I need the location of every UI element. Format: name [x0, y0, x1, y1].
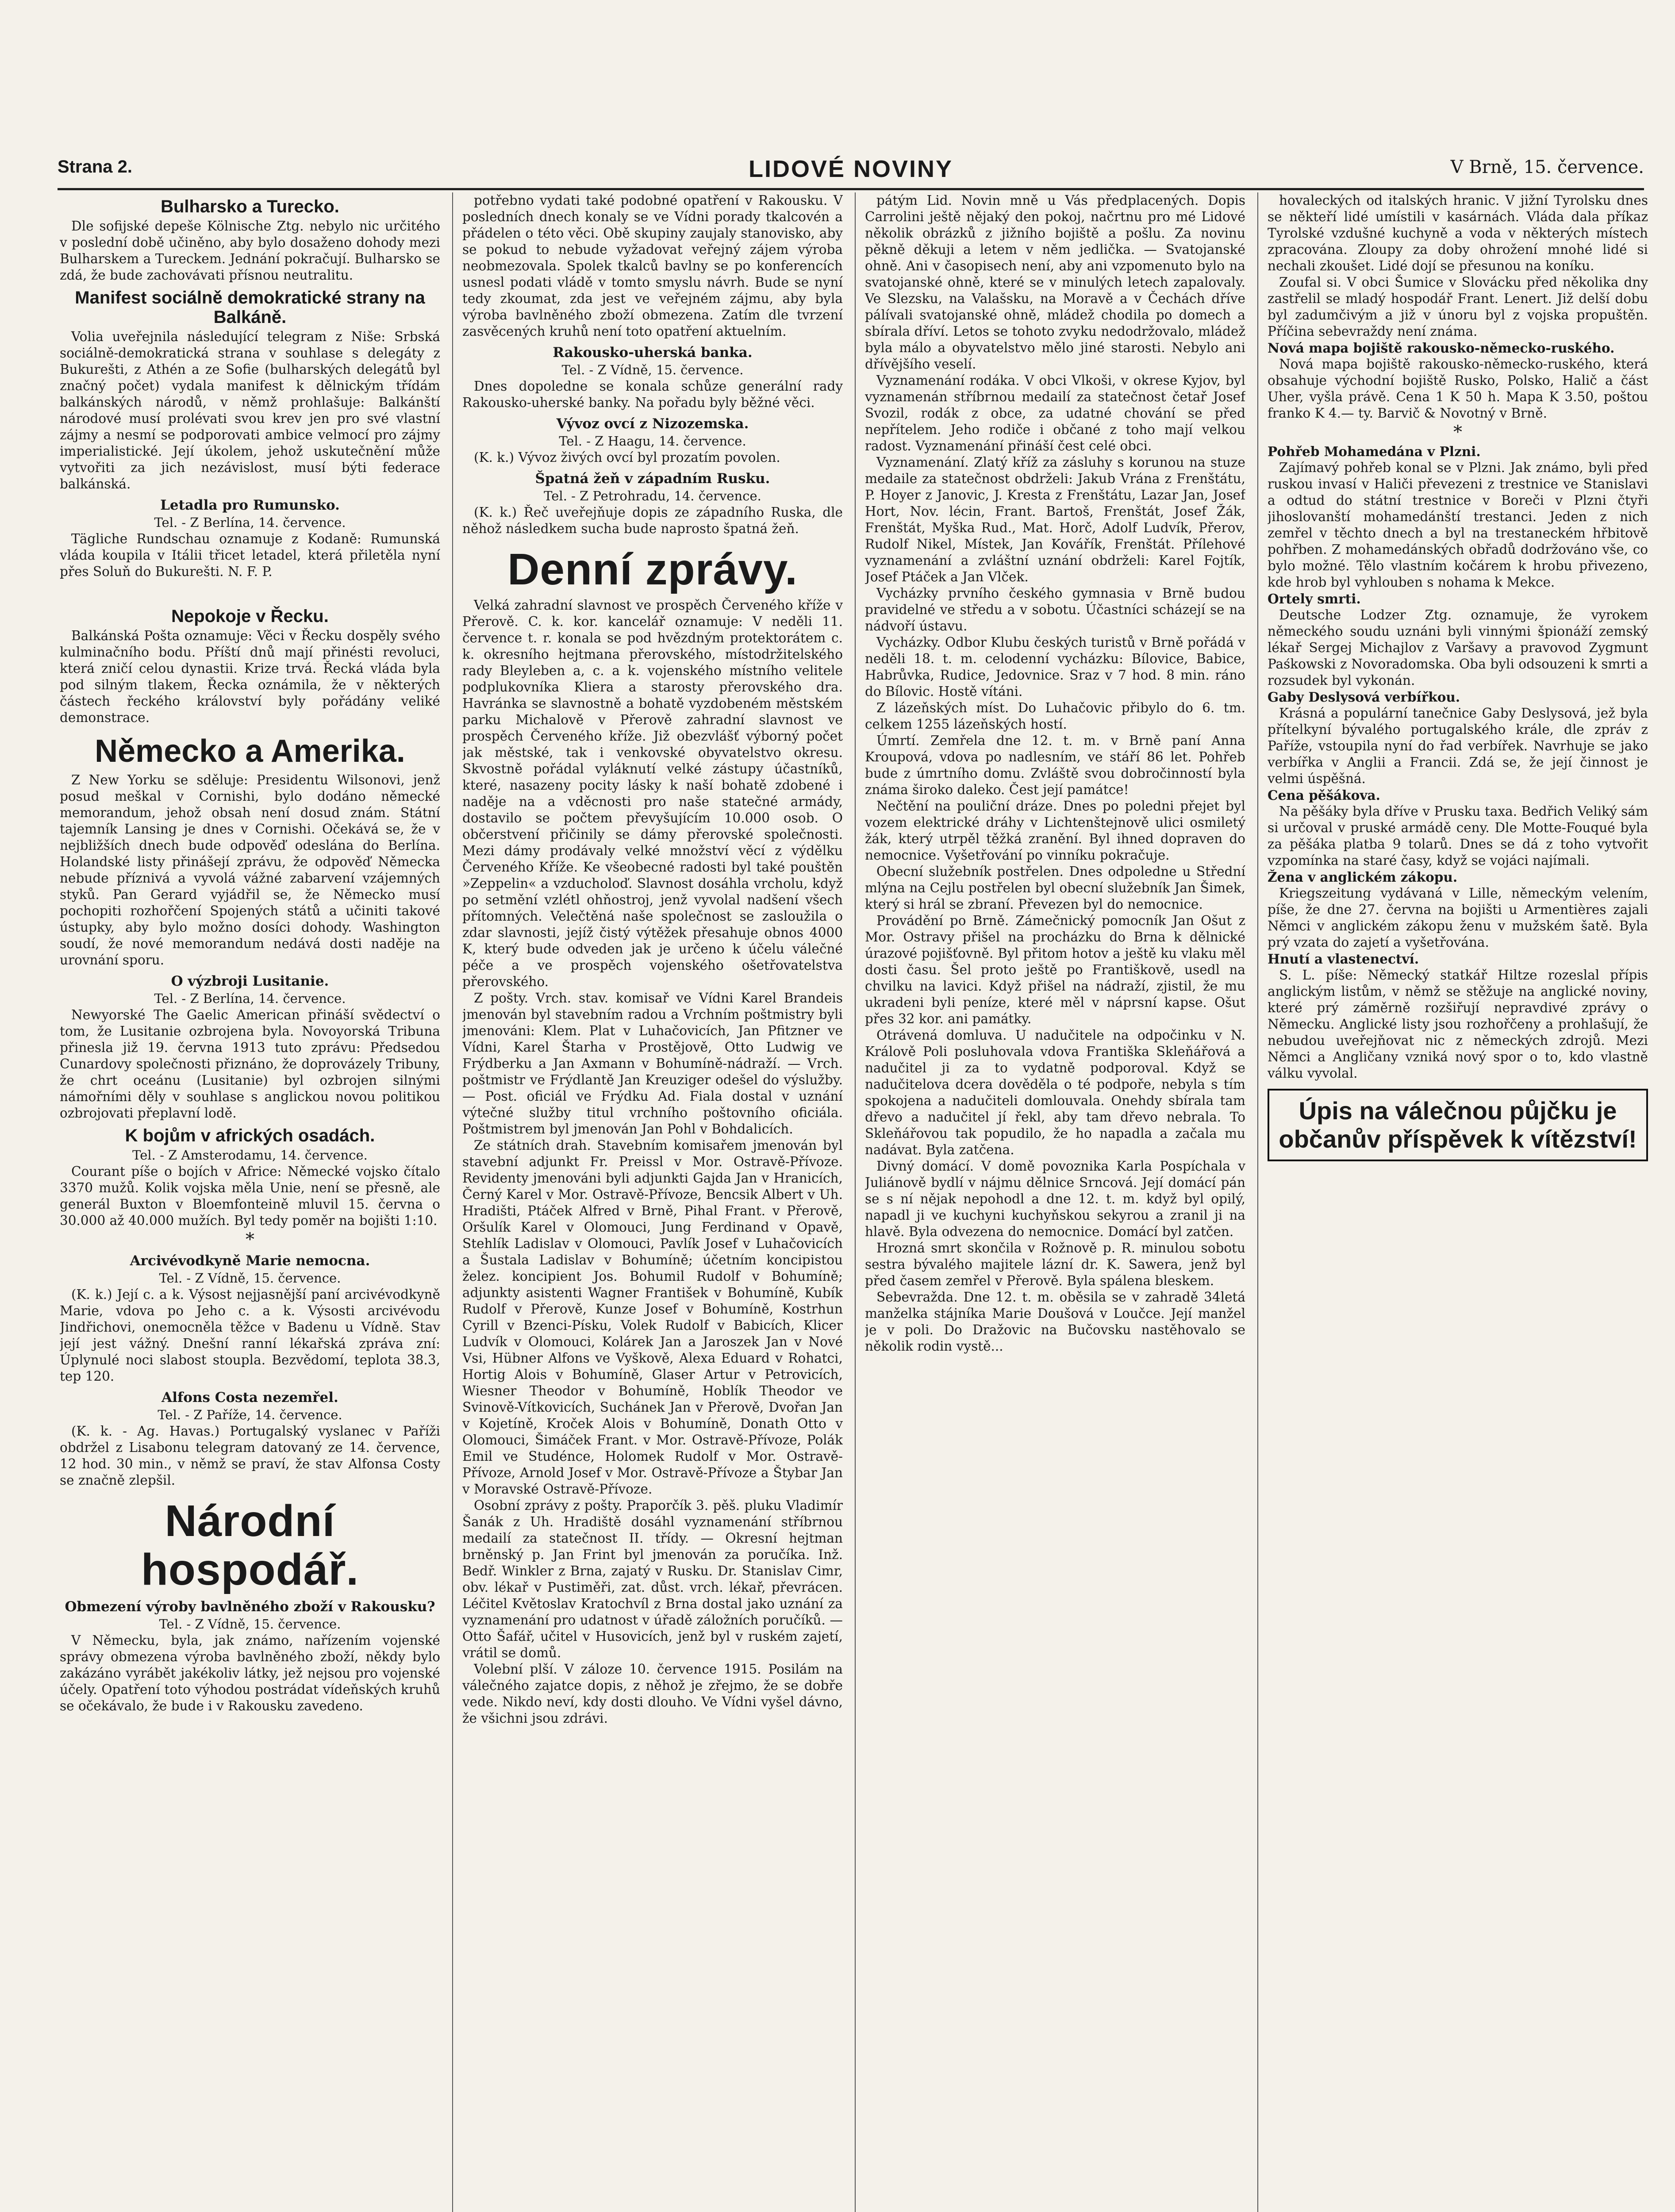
article-text: Z lázeňských míst. Do Luhačovic přibylo do 6. tm. celkem 1255 lázeňských hostí. — [865, 700, 1245, 732]
dateline: Tel. - Z Paříže, 14. července. — [158, 1407, 342, 1422]
subheadline: Rakousko-uherská banka. — [553, 345, 753, 361]
subheadline: Špatná žeň v západním Rusku. — [535, 471, 770, 487]
article-text: Kriegszeitung vydávaná v Lille, německým velením, píše, že dne 27. června na bojišti u Armentières zajali Němci v anglickém zákopu ženu v mužském šatě. Byla prý vzata do zajetí a vyšetřována. — [1268, 886, 1648, 950]
dateline: Tel. - Z Berlína, 14. července. — [154, 991, 346, 1006]
header-rule — [58, 188, 1644, 190]
article-text: Obecní služebník postřelen. Dnes odpoledne u Střední mlýna na Cejlu postřelen byl obecní služebník Jan Šimek, který si hrál se zbraní. Převezen byl do nemocnice. — [865, 864, 1245, 912]
separator-star: * — [246, 1229, 254, 1250]
article-text: Vycházky. Odbor Klubu českých turistů v Brně pořádá v neděli 18. t. m. celodenní vycházku: Bílovice, Babice, Habrůvka, Rudice, Jedovnice. Sraz v 7 hod. 8 min. ráno do Bílovic. Hostě vítáni. — [865, 635, 1245, 699]
subheadline: Alfons Costa nezemřel. — [161, 1390, 338, 1406]
article-text: pátým Lid. Novin mně u Vás předplacených. Dopis Carrolini ještě nějaký den pokoj, načrtnu pro mé Lidové několik obrázků z jižního bojiště a pošlu. Za novinu pěkně děkuji a letem v něm jedlička. — Svatojanské ohně. Ani v časopisech není, aby ani vzpomenuto bylo na svatojanské ohně, které se v minulých letech zapalovaly. Ve Slezsku, na Valašsku, na Moravě a v Čechách dříve pálívali svatojanské ohně, mládež chodila po domech a sbírala dříví. Letos se tohoto zvyku nedodržovalo, mládež byla málo a obyvatelstvo mělo jiné starosti. Nebylo ani dřívějšího veselí. — [865, 193, 1245, 372]
dateline: Tel. - Z Petrohradu, 14. července. — [544, 488, 761, 503]
article-text: Volební plší. V záloze 10. července 1915. Posilám na válečného zajatce dopis, z něhož je zřejmo, že se dobře vede. Nikdo neví, kdy dosti dlouho. Ve Vídni vyšel dávno, že všichni jsou zdrávi. — [462, 1662, 843, 1726]
subheadline: Arcivévodkyně Marie nemocna. — [130, 1253, 370, 1269]
subheadline: Gaby Deslysová verbířkou. — [1268, 689, 1460, 705]
article-text: Osobní zprávy z pošty. Praporčík 3. pěš. pluku Vladimír Šanák z Uh. Hradiště dosáhl vyznamenání stříbrnou medailí za statečnost II. třídy. — Okresní hejtman brněnský p. Jan Frint byl jmenován za poručíka. Inž. Bedř. Winkler z Brna, zajatý v Rusku. Dr. Stanislav Cimr, obv. lékař v Pustiměři, zat. důst. vrch. lékař, převrácen. Léčitel Květoslav Kratochvíl z Brna dostal jako uznání za vyznamenání pro udatnost v úřadě záložních poručíků. — Otto Šafář, učitel v Husovicích, jenž byl v ruském zajetí, vrátil se domů. — [462, 1498, 843, 1660]
article-text: Hrozná smrt skončila v Rožnově p. R. minulou sobotu sestra bývalého majitele lázní dr. K. Sawera, jenž byl před časem zemřel v Přerově. Byla spálena bleskem. — [865, 1240, 1245, 1288]
page-number: Strana 2. — [58, 157, 132, 177]
article-text: Na pěšáky byla dříve v Prusku taxa. Bedřich Veliký sám si určoval v pruské armádě ceny. Dle Motte-Fouqué byla za pěšáka platba 9 tolarů. Dnes se dá z toho vytvořit vzpomínka na staré časy, když se vojáci najímali. — [1268, 804, 1648, 868]
article-text: Otrávená domluva. U nadučitele na odpočinku v N. Králově Poli posluhovala vdova Františka Skleňářová a nadučitel ji za to vydatně podporoval. Když se nadučitelova dcera dověděla o té podpoře, nebyla s tím spokojena a nadučiteli domlouvala. Onehdy sbírala tam dřevo a nadučitel jí řekl, aby tam dřevo nebrala. To Skleňářovou tak popudilo, že ho napadla a začala mu nadávat. Byla zatčena. — [865, 1028, 1245, 1157]
article-text: Dnes dopoledne se konala schůze generální rady Rakousko-uherské banky. Na pořadu byly běžné věci. — [462, 379, 843, 410]
article-text: Deutsche Lodzer Ztg. oznamuje, že vyrokem německého soudu uznáni byli vinnými špionáží zemský lékař Sergej Michajlov z Varšavy a pravovod Zygmunt Paśkowski z Novoradomska. Oba byli odsouzeni k smrti a rozsudek byl vykonán. — [1268, 607, 1648, 688]
dateline: Tel. - Z Haagu, 14. července. — [559, 434, 746, 449]
column-1 — [60, 192, 440, 2212]
subheadline: Obmezení výroby bavlněného zboží v Rakousku? — [65, 1599, 435, 1615]
subheadline: Nová mapa bojiště rakousko-německo-ruského. — [1268, 340, 1615, 356]
column-3 — [865, 192, 1245, 2212]
article-text: Dle sofijské depeše Kölnische Ztg. nebylo nic určitého v poslední době učiněno, aby bylo dosaženo dohody mezi Bulharskem a Tureckem. Jednání pokračují. Bulharsko se zdá, že bude zachovávati přísnou neutralitu. — [60, 219, 440, 283]
newspaper-title: LIDOVÉ NOVINY — [748, 156, 953, 182]
dateline: Tel. - Z Vídně, 15. července. — [159, 1271, 341, 1286]
article-text: S. L. píše: Německý statkář Hiltze rozeslal přípis anglickým listům, v němž se stěžuje na anglické noviny, které prý záměrně rozšiřují nepravdivé zprávy o Německu. Anglické listy jsou rozhořčeny a prohlašují, že nebudou uveřejňovat nic z německých zdrojů. Mezi Němci a Angličany vzniká nový spor o to, kdo vlastně válku vyvolal. — [1268, 968, 1648, 1081]
subheadline: O výzbroji Lusitanie. — [171, 973, 329, 989]
article-text: potřebno vydati také podobné opatření v Rakousku. V posledních dnech konaly se ve Vídni porady tkalcovén a přádelen o této věci. Obě skupiny zaujaly stanovisko, aby se pokud to nebude vyžadovat veřejný zájem výroba neobmezovala. Spolek tkalců bavlny se po konferencích usnesl podati vládě v tomto smyslu návrh. Bude se nyní tedy zkoumat, zda jest ve veřejném zájmu, aby byla výroba bavlněného zboží obmezena. Zatím dle tvrzení zasvěcených kruhů není toto opatření aktuelním. — [462, 193, 843, 339]
article-text: Nová mapa bojiště rakousko-německo-ruského, která obsahuje východní bojiště Rusko, Polsko, Halič a část Uher, vyšla právě. Cena 1 K 50 h. Mapa K 3.50, poštou franko K 4.— ty. Barvič & Novotný v Brně. — [1268, 357, 1648, 421]
issue-date: V Brně, 15. července. — [1450, 157, 1644, 177]
column-2 — [462, 192, 843, 2212]
article-text: Tägliche Rundschau oznamuje z Kodaně: Rumunská vláda koupila v Itálii třicet letadel, která přiletěla nyní přes Soluň do Bukurešti. N. F. P. — [60, 531, 440, 579]
article-text: Z New Yorku se sděluje: Presidentu Wilsonovi, jenž posud meškal v Cornishi, bylo dodáno německé memorandum, jehož obsah není dosud znám. Státní tajemník Lansing je dnes v Cornishi. Očekává se, že v nejbližších dnech bude odpověď odeslána do Berlína. Holandské listy přinášejí zprávu, že odpověď Německa nebude příznivá a vyvolá vážné zabarvení vzájemných styků. Pan Gerard vyjádřil se, že Německo musí pochopiti rozhořčení Spojených států a učiniti takové ústupky, aby bylo možno dosíci dohody. Washington soudí, že nové memorandum nedává dosti naděje na urovnání sporu. — [60, 772, 440, 968]
article-text: (K. k.) Řeč uveřejňuje dopis ze západního Ruska, dle něhož následkem sucha bude naprosto špatná žeň. — [462, 505, 843, 536]
article-text: Krásná a populární tanečnice Gaby Deslysová, jež byla přítelkyní bývalého portugalského krále, dle zpráv z Paříže, vstoupila nyní do řad verbířek. Navrhuje se jako verbířka v Anglii a Francii. Zdá se, že její činnost je velmi úspěšná. — [1268, 706, 1648, 786]
dateline: Tel. - Z Berlína, 14. července. — [154, 515, 346, 530]
article-text: Zajímavý pohřeb konal se v Plzni. Jak známo, byli před ruskou invasí v Haliči převezeni z trestnice ve Stanislavi a odtud do státní trestnice v Boreči v Plzni čtyři jihoslovanští mohamedánští trestanci. Jeden z nich zemřel v těchto dnech a byl na trestaneckém hřbitově pohřben. Z mohamedánských obřadů dodržováno vše, co bylo možné. Tělo vlastním kočárem k hrobu přivezeno, kde hrob byl vyhlouben s nohama k Mekce. — [1268, 460, 1648, 590]
article-text: Volia uveřejnila následující telegram z Niše: Srbská sociálně-demokratická strana v souhlase s delegáty z Bukurešti, z Athén a ze Sofie (bulharských delegátů byl značný počet) vydala manifest k dělnickým třídám balkánských národů, v němž prohlašuje: Balkánští národové musí prolévati svou krev jen pro své vlastní zájmy a nesmí se podporovati ambice velmocí pro zájmy imperialistické. Její úkolem, jehož uskutečnění může vytvořiti za jich nezávislost, musí býti federace balkánská. — [60, 329, 440, 492]
separator-star: * — [1453, 422, 1462, 442]
article-text: Sebevražda. Dne 12. t. m. oběsila se v zahradě 34letá manželka stájníka Marie Doušová v Loučce. Její manžel je v poli. Do Dražovic na Bučovsku nastěhovalo se několik rodin vystě... — [865, 1290, 1245, 1354]
headline: Manifest sociálně demokratické strany na Balkáně. — [75, 288, 425, 327]
article-text: Balkánská Pošta oznamuje: Věci v Řecku dospěly svého kulminačního bodu. Příští dnů mají přinésti revoluci, která zničí celou dynastii. Krize trvá. Řecká vláda byla pod silným tlakem, Řecka oznámila, že v některých částech řeckého království byly pořádány veliké demonstrace. — [60, 628, 440, 725]
headline: K bojům v afrických osadách. — [125, 1126, 375, 1145]
article-text: V Německu, byla, jak známo, nařízením vojenské správy obmezena výroba bavlněného zboží, někdy bylo zakázáno vyrábět jakékoliv látky, jež nejsou pro vojenské účely. Opatření toto výhodou postrádat vídeňských kruhů se očekávalo, že bude i v Rakousku zavedeno. — [60, 1633, 440, 1713]
headline: Nepokoje v Řecku. — [171, 607, 329, 626]
subheadline: Hnutí a vlastenectví. — [1268, 951, 1419, 967]
article-text: Ze státních drah. Stavebním komisařem jmenován byl stavební adjunkt Fr. Preissl v Mor. Ostravě-Přívoze. Revidenty jmenováni byli adjunkti Gajda Jan v Hranicích, Černý Karel v Mor. Ostravě-Přívoze, Bencsik Albert v Uh. Hradišti, Ptáček Alfred v Brně, Pihal Frant. v Přerově, Oršulík Karel v Olomouci, Jung Ferdinand v Opavě, Stehlík Ladislav v Olomouci, Pavlík Josef v Luhačovicích a Šustala Ladislav v Bohumíně; účetním koncipistou želez. koncipient Jos. Bohumil Rudolf v Bohumíně; adjunkty asistenti Wagner František v Bohumíně, Kubík Rudolf v Přerově, Kunze Josef v Bohumíně, Kostrhun Cyrill v Bzenci-Písku, Volek Rudolf v Babicích, Klicer Ludvík v Olomouci, Kolárek Jan a Jaroszek Jan v Nové Vsi, Hübner Alfons ve Vyškově, Alexa Eduard v Rohatci, Hortig Alois v Bohumíně, Glaser Artur v Petrovicích, Wiesner Theodor v Bohumíně, Hoblík Theodor ve Svinově-Vítkovicích, Suchánek Jan v Přerově, Dvořan Jan v Kojetíně, Kroček Alois v Bohumíně, Donath Otto v Olomouci, Šimáček Frant. v Mor. Ostravě-Přívoze, Polák Emil ve Studénce, Holomek Rudolf v Mor. Ostravě-Přívoze, Arnold Josef v Mor. Ostravě-Přívoze a Štybar Jan v Moravské Ostravě-Přívoze. — [462, 1138, 843, 1497]
article-text: Zoufal si. V obci Šumice v Slovácku před několika dny zastřelil se mladý hospodář Frant. Lenert. Již delší dobu byl zadumčivým a již v únoru byl z vojska propuštěn. Příčina sebevraždy není známa. — [1268, 275, 1648, 339]
headline: Německo a Amerika. — [95, 733, 405, 769]
article-text: Provádění po Brně. Zámečnický pomocník Jan Ošut z Mor. Ostravy přišel na procházku do Brna k dělnické úrazové pojišťovně. Byl přitom hotov a ještě ku vlaku měl dosti času. Šel proto ještě po Františkově, usedl na chvilku na lavici. Když přišel na nádraží, zjistil, že mu ukradeni byli peníze, které měl v náprsní kapse. Ošut přes 32 kor. ani památky. — [865, 913, 1245, 1026]
headline: Bulharsko a Turecko. — [161, 197, 339, 216]
article-text: (K. k. - Ag. Havas.) Portugalský vyslanec v Paříži obdržel z Lisabonu telegram datovaný ze 14. července, 12 hod. 30 min., v němž se praví, že stav Alfonsa Costy se značně zlepšil. — [60, 1424, 440, 1488]
dateline: Tel. - Z Vídně, 15. července. — [159, 1617, 341, 1632]
column-4 — [1268, 192, 1648, 2212]
subheadline: Vývoz ovcí z Nizozemska. — [556, 416, 749, 432]
article-text: Velká zahradní slavnost ve prospěch Červeného kříže v Přerově. C. k. kor. kancelář oznamuje: V neděli 11. července t. r. konala se pod hvězdným protektorátem c. k. okresního hejtmana přerovského, místodržitelského rady Bleyleben a, c. a k. vojenského místního velitele podplukovníka Kliera a starosty přerovského dra. Havránka se slavnostně a bohatě vyzdobeném městském parku Michalově v Přerově zahradní slavnost ve prospěch Červeného kříže. Již obezvlášť výborný počet jak městské, tak i venkovské obyvatelstvo okresu. Skvostně pořádal vyláknutí velké zástupy účastníků, které, nasazeny pocity lásky k naší bohatě zdobené i naděje na a vděcnosti pro naše statečné armády, dostavilo se počtem převyšujícím 10.000 osob. O občerstvení přičinily se dámy přerovské společnosti. Mezi dámy prodávaly velké množství věcí z výdělku Červeného Kříže. Ke všeobecné radosti byl také pouštěn »Zeppelin« a vzducholoď. Slavnost dosáhla vrcholu, když po setmění vzlétl ohňostroj, jenž vyvolal nadšení všech přítomných. Velečtěná naše společnost se zasloužila o zdar slavnosti, jejíž čistý výtěžek přesahuje obnos 4000 K, který bude odveden jak je určeno k účelu válečné péče a ve prospěch vojenského ošetřovatelstva přerovského. — [462, 598, 843, 989]
article-text: Vycházky prvního českého gymnasia v Brně budou pravidelné ve středu a v sobotu. Účastníci scházejí se na nádvoří ústavu. — [865, 586, 1245, 634]
section-title: Denní zprávy. — [507, 545, 798, 594]
subheadline: Cena pěšákova. — [1268, 787, 1380, 803]
article-text: (K. k.) Její c. a k. Výsost nejjasnější paní arcivévodkyně Marie, vdova po Jeho c. a k. Výsosti arcivévodu Jindřichovi, onemocněla těžce v Badenu u Vídně. Stav její jest vážný. Dnešní ranní lékařská zpráva zní: Úplynulé noci slabost stoupla. Bezvědomí, teplota 38.3, tep 120. — [60, 1287, 440, 1384]
war-loan-advert: Úpis na válečnou půjčku je občanův příspěvek k vítězství! — [1268, 1089, 1648, 1161]
column-divider — [452, 192, 453, 2212]
article-text: Courant píše o bojích v Africe: Německé vojsko čítalo 3370 mužů. Kolik vojska měla Unie, není se přesně, ale generál Buxton v Bloemfonteině mluvil 15. června o 30.000 až 40.000 mužích. Byl tedy poměr na bojišti 1:10. — [60, 1164, 440, 1228]
article-text: Vyznamenání rodáka. V obci Vlkoši, v okrese Kyjov, byl vyznamenán stříbrnou medailí za statečnost četař Josef Svozil, rodák z obce, za udatné chování se před nepřítelem. Jeho rodiče i občané z toho mají velkou radost. Vyznamenání přináší čest celé obci. — [865, 373, 1245, 453]
article-text: Newyorské The Gaelic American přináší svědectví o tom, že Lusitanie ozbrojena byla. Novoyorská Tribuna přinesla již 19. června 1913 tuto zprávu: Předsedou Cunardovy společnosti přiznáno, že doprovázely Tribuny, že chrt oceánu (Lusitanie) byl ozbrojen silnými námořními děly v souhlase s anglickou novou politikou ozbrojovati přeplavní lodě. — [60, 1007, 440, 1121]
article-text: (K. k.) Vývoz živých ovcí byl prozatím povolen. — [474, 450, 780, 465]
column-divider — [1257, 192, 1258, 2212]
page-header — [58, 157, 1644, 188]
article-text: Úmrtí. Zemřela dne 12. t. m. v Brně paní Anna Kroupová, vdova po nadlesním, ve stáří 86 let. Pohřeb bude z úmrtního domu. Zvláště svou dobročinností byla známa široko daleko. Čest její památce! — [865, 733, 1245, 797]
article-text: Nečtění na pouliční dráze. Dnes po poledni přejet byl vozem elektrické dráhy v Lichtenštejnově ulici osmiletý žák, který utrpěl těžká zranění. Byl ihned dopraven do nemocnice. Vyšetřování po vinníku pokračuje. — [865, 799, 1245, 863]
column-divider — [855, 192, 856, 2212]
article-text: Vyznamenání. Zlatý kříž za zásluhy s korunou na stuze medaile za statečnost obdrželi: Jakub Vrána z Frenštátu, P. Hoyer z Janovic, J. Kresta z Frenštátu, Lazar Jan, Josef Hort, Nov. lécin, Frant. Bartoš, Frenštát, Josef Žák, Frenštát, Myška Rud., Mat. Horč, Adolf Ludvík, Přerov, Rudolf Nikel, Místek, Jan Kovářík, Frenštát. Přílehové vyznamenání a zvláštní uznání obdrželi: Karel Fojtík, Josef Ptáček a Jan Vlček. — [865, 455, 1245, 584]
article-text: Z pošty. Vrch. stav. komisař ve Vídni Karel Brandeis jmenován byl stavebním radou a Vrchním poštmistry byli jmenováni: Klem. Plat v Luhačovicích, Jan Pfitzner ve Vídni, Karel Štarha v Prostějově, Otto Ludwig ve Frýdberku a Jan Axmann v Bohumíně-nádraží. — Vrch. poštmistr ve Frýdlantě Jan Kreuziger odešel do výslužby. — Post. oficiál ve Frýdku Ad. Fiala dostal v uznání výtečné služby titul vrchního poštovního oficiála. Poštmistrem byl jmenován Jan Pohl v Bohdalicích. — [462, 991, 843, 1137]
article-text: Divný domácí. V domě povoznika Karla Pospíchala v Juliánově bydlí v nájmu dělnice Srncová. Její domácí pán se s ní nějak nepohodl a dne 12. t. m. když byl opilý, napadl ji ve kuchyni kuchyňskou sekyrou a zranil ji na hlavě. Byla odvezena do nemocnice. Domácí byl zatčen. — [865, 1159, 1245, 1239]
dateline: Tel. - Z Vídně, 15. července. — [561, 362, 744, 377]
dateline: Tel. - Z Amsterodamu, 14. července. — [132, 1148, 368, 1163]
subheadline: Pohřeb Mohamedána v Plzni. — [1268, 444, 1481, 459]
article-text: hovaleckých od italských hranic. V jižní Tyrolsku dnes se někteří lidé umístili v kasárnách. Vláda dala příkaz Tyrolské vzdušné kuchyně a voda v některých místech zpracována. Zloupy za doby ohrožení mnohé lidé si nechali zkoušet. Lidé dojí se přesunou na koníku. — [1268, 193, 1648, 273]
subheadline: Letadla pro Rumunsko. — [160, 497, 340, 513]
subheadline: Ortely smrti. — [1268, 591, 1361, 607]
subheadline: Žena v anglickém zákopu. — [1268, 869, 1458, 885]
section-title: Národní hospodář. — [141, 1496, 359, 1594]
